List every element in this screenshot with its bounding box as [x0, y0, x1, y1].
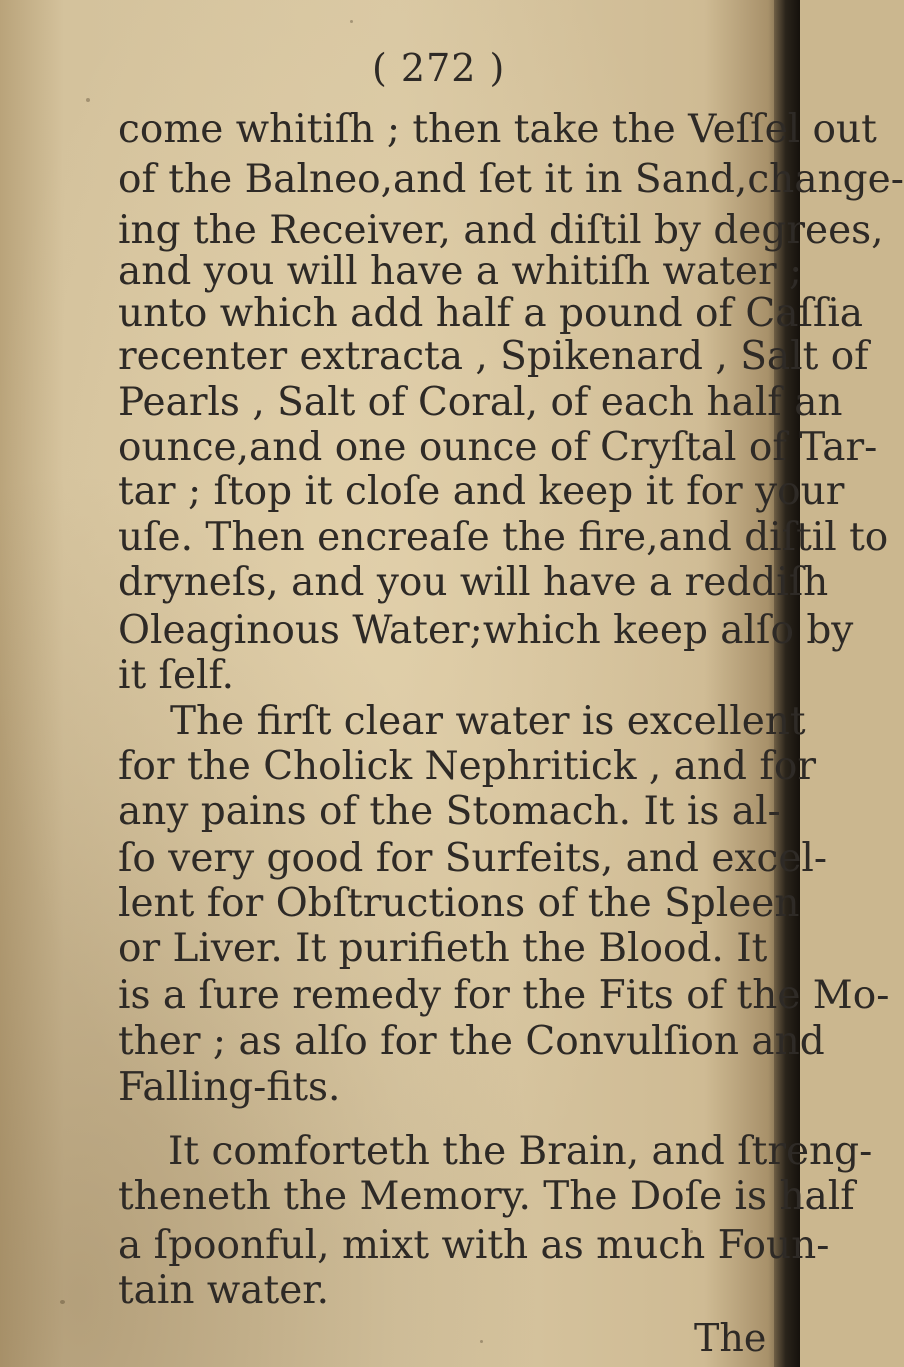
text-line: uſe. Then encreaſe the fire,and diſtil to — [118, 515, 889, 560]
paper-speck — [60, 1300, 65, 1304]
paper-speck — [480, 1340, 483, 1343]
page-number: ( 272 ) — [372, 46, 506, 90]
paper-speck — [86, 98, 90, 102]
text-line: It comforteth the Brain, and ſtreng- — [168, 1129, 873, 1174]
text-line: ſo very good for Surfeits, and excel- — [118, 836, 828, 881]
text-line: Pearls , Salt of Coral, of each half an — [118, 380, 843, 425]
text-line: for the Cholick Nephritick , and for — [118, 744, 816, 789]
text-line: any pains of the Stomach. It is al- — [118, 789, 781, 834]
paper-speck — [350, 20, 353, 23]
text-line: recenter extracta , Spikenard , Salt of — [118, 334, 869, 379]
text-line: dryneſs, and you will have a reddiſh — [118, 560, 829, 605]
text-line: The firſt clear water is excellent — [170, 699, 806, 744]
text-line: is a ſure remedy for the Fits of the Mo- — [118, 973, 890, 1018]
text-line: it ſelf. — [118, 653, 234, 698]
text-line: and you will have a whitiſh water ; — [118, 249, 803, 294]
text-line: ther ; as alſo for the Convulſion and — [118, 1019, 825, 1064]
catchword: The — [694, 1316, 767, 1360]
text-line: of the Balneo,and ſet it in Sand,change- — [118, 157, 904, 202]
text-line: theneth the Memory. The Doſe is half — [118, 1174, 855, 1219]
text-line: Oleaginous Water;which keep alſo by — [118, 608, 854, 653]
text-line: lent for Obſtructions of the Spleen — [118, 881, 800, 926]
text-line: unto which add half a pound of Caſſia — [118, 291, 864, 336]
text-line: a ſpoonful, mixt with as much Foun- — [118, 1223, 830, 1268]
text-line: Falling-fits. — [118, 1065, 341, 1110]
text-line: tain water. — [118, 1268, 330, 1313]
text-line: or Liver. It purifieth the Blood. It — [118, 926, 768, 971]
text-line: ounce,and one ounce of Cryſtal of Tar- — [118, 425, 878, 470]
text-line: tar ; ſtop it cloſe and keep it for your — [118, 469, 845, 514]
text-line: ing the Receiver, and diſtil by degrees, — [118, 208, 884, 253]
text-line: come whitiſh ; then take the Veſſel out — [118, 107, 877, 152]
